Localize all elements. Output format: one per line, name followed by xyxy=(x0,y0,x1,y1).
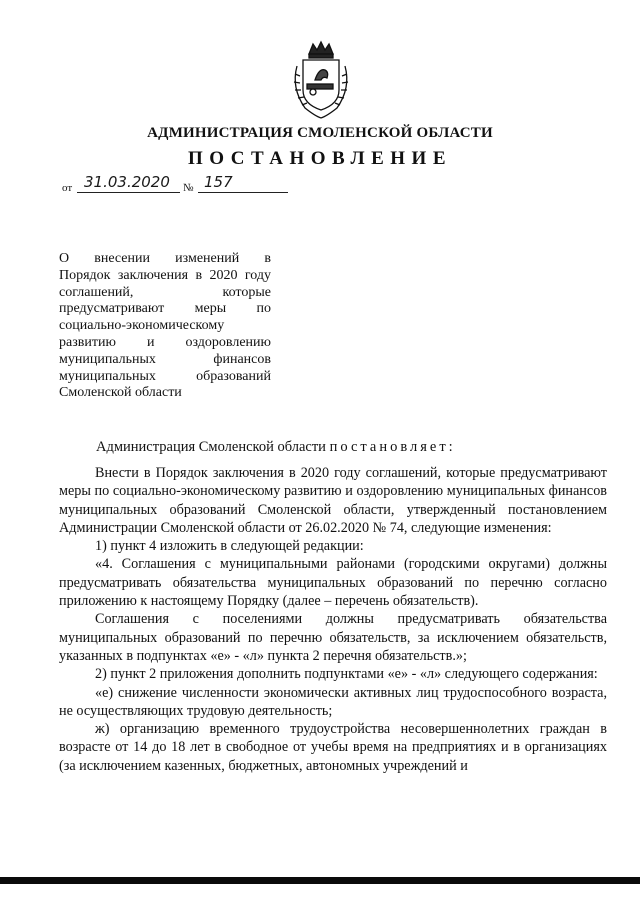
subject-line: Порядок заключения в 2020 году xyxy=(59,267,271,283)
body-paragraph: Соглашения с поселениями должны предусматривать обязательства муниципальных образований по перечню обязательств, за исключением обязательств, указанных в подпунктах «е» - «л» пункта 2 перечня обязательств.»; xyxy=(59,611,607,664)
document-type-heading: ПОСТАНОВЛЕНИЕ xyxy=(187,148,453,169)
subject-line: О внесении изменений в xyxy=(59,251,271,266)
page-bottom-edge xyxy=(0,877,640,884)
intro-text: Администрация Смоленской области xyxy=(96,439,330,455)
subject-line: развитию и оздоровлению xyxy=(59,334,271,350)
coat-of-arms-icon xyxy=(285,40,357,122)
subject-line: социально-экономическому xyxy=(59,318,225,334)
body-paragraph: ж) организацию временного трудоустройства несовершеннолетних граждан в возрасте от 14 до 18 лет в свободное от учебы время на предприятиях и в организациях (за исключением казенных, бюджетных, автономных учреждений и xyxy=(59,721,607,774)
body-paragraph: «4. Соглашения с муниципальными районами (городскими округами) должны предусматривать обязательства муниципальных образований по перечню согласно приложению к настоящему Порядку (далее – перечень обязательств). xyxy=(59,556,607,610)
subject-line: муниципальных образований xyxy=(59,368,271,384)
organization-title: АДМИНИСТРАЦИЯ СМОЛЕНСКОЙ ОБЛАСТИ xyxy=(147,125,493,141)
subject-line: муниципальных финансов xyxy=(59,351,271,367)
number-value: 157 xyxy=(204,173,233,191)
date-value: 31.03.2020 xyxy=(84,173,170,191)
subject-block xyxy=(59,251,271,402)
body-paragraph: «е) снижение численности экономически активных лиц трудоспособного возраста, не осуществляющих трудовую деятельность; xyxy=(59,684,607,719)
body-paragraph: Внести в Порядок заключения в 2020 году соглашений, которые предусматривают меры по социально-экономическому развитию и оздоровлению муниципальных финансов муниципальных образований Смоленской области, утвержденный постановлением Администрации Смоленской области от 26.02.2020 № 74, следующие изменения: xyxy=(59,465,607,536)
number-label: № xyxy=(183,182,194,194)
body-paragraph: 2) пункт 2 приложения дополнить подпунктами «е» - «л» следующего содержания: xyxy=(95,666,598,683)
subject-line: предусматривают меры по xyxy=(59,301,271,317)
subject-line: Смоленской области xyxy=(59,385,182,401)
decree-intro xyxy=(96,439,456,456)
body-paragraph: 1) пункт 4 изложить в следующей редакции: xyxy=(95,538,364,555)
document-body xyxy=(59,464,607,775)
date-label: от xyxy=(62,182,73,194)
intro-resolves: постановляет: xyxy=(329,439,456,455)
subject-line: соглашений, которые xyxy=(59,284,271,300)
date-number-line xyxy=(62,172,302,194)
